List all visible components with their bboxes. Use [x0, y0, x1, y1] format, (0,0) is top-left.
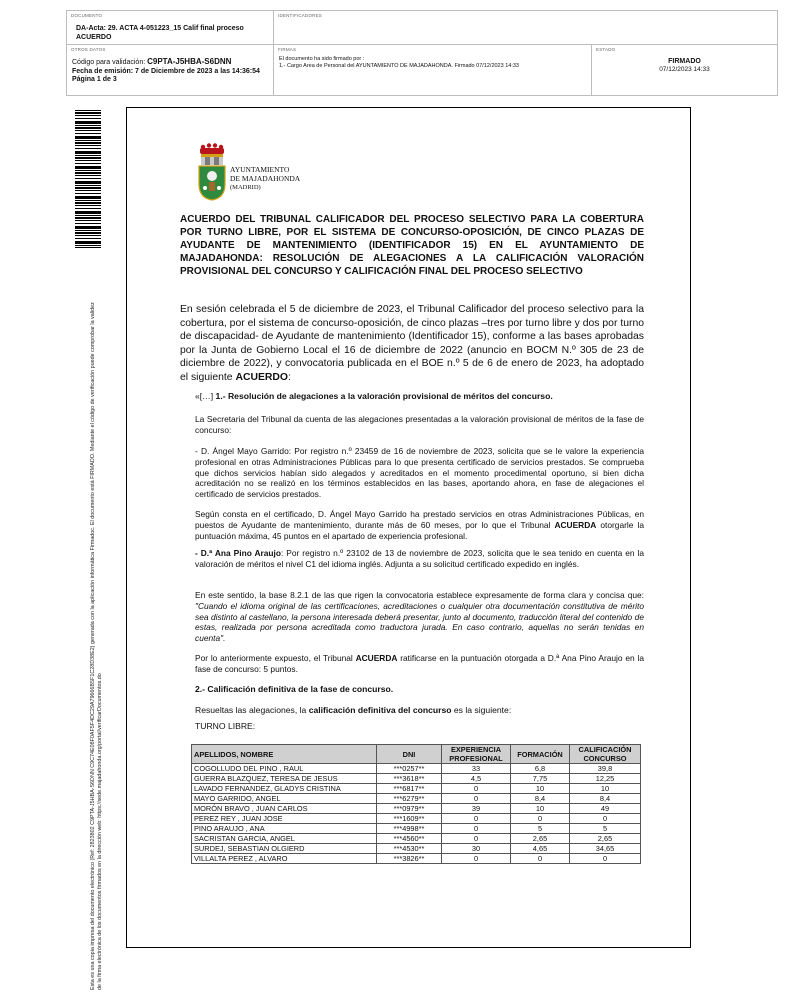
- table-cell: LAVADO FERNANDEZ, GLADYS CRISTINA: [192, 784, 377, 794]
- table-cell: 0: [442, 794, 511, 804]
- codigo-value: C9PTA-J5HBA-S6DNN: [147, 57, 232, 66]
- table-row: [192, 764, 641, 774]
- table-cell: 8,4: [511, 794, 570, 804]
- firmas-line1: El documento ha sido firmado por :: [279, 56, 365, 62]
- estado-label: ESTADO: [596, 47, 616, 52]
- col-header-formacion: FORMACIÓN: [511, 745, 570, 764]
- table-cell: ***6279**: [377, 794, 442, 804]
- pagina: Página 1 de 3: [72, 76, 117, 83]
- table-cell: ***1609**: [377, 814, 442, 824]
- table-row: [192, 834, 641, 844]
- table-cell: 0: [442, 814, 511, 824]
- table-cell: 10: [570, 784, 641, 794]
- table-cell: ***0979**: [377, 804, 442, 814]
- estado-value: FIRMADO: [668, 58, 701, 65]
- coat-of-arms-icon: [194, 142, 230, 202]
- firmas-line2: 1.- Cargo Area de Personal del AYUNTAMIENTO DE MAJADAHONDA. Firmado 07/12/2023 14:33: [279, 63, 519, 69]
- table-cell: 2,65: [511, 834, 570, 844]
- table-cell: 4,65: [511, 844, 570, 854]
- table-cell: VILLALTA PEREZ , ALVARO: [192, 854, 377, 864]
- table-row: [192, 784, 641, 794]
- table-row: [192, 824, 641, 834]
- table-cell: 0: [442, 854, 511, 864]
- table-cell: 0: [511, 814, 570, 824]
- section1-p2: - D. Ángel Mayo Garrido: Por registro n.º 23459 de 16 de noviembre de 2023, solicita que se le valore la experiencia profesional en otras Administraciones Públicas para lo que presenta certificado de servicios prestados. Se comprueba que dichos servicios habían sido alegados y acreditados en el momento procedimental oportuno, si bien dicha acreditación no se realizó en los términos establecidos en las bases, aportando ahora, en fase de alegaciones el certificado de servicios prestados.: [195, 446, 644, 500]
- barcode: [75, 110, 101, 248]
- table-cell: SURDEJ, SEBASTIAN OLGIERD: [192, 844, 377, 854]
- institution-name: AYUNTAMIENTO DE MAJADAHONDA (MADRID): [230, 165, 301, 191]
- col-header-nombre: APELLIDOS, NOMBRE: [192, 745, 377, 764]
- table-row: [192, 814, 641, 824]
- table-cell: ***0257**: [377, 764, 442, 774]
- table-cell: 10: [511, 784, 570, 794]
- table-row: [192, 844, 641, 854]
- table-cell: SACRISTAN GARCIA, ANGEL: [192, 834, 377, 844]
- section1-p3: Según consta en el certificado, D. Ángel Mayo Garrido ha prestado servicios en otras Administraciones Públicas, en puestos de Ayudante de mantenimiento, durante más de 60 meses, por lo que el Tribunal ACUERDA otorgarle la puntuación máxima, 45 puntos en el apartado de experiencia profesional.: [195, 509, 644, 541]
- section1-p5: En este sentido, la base 8.2.1 de las que rigen la convocatoria establece expresamente de forma clara y concisa que: "Cuando el idioma original de las certificaciones, acreditaciones o cualquier otra documentación constitutiva de mérito sea distinto al castellano, la persona interesada deberá presentar, junto al documento, traducción literal del contenido de estas, realizada por persona acreditada como traductora jurada. En caso contrario, aquellas no serán tenidas en cuenta".: [195, 590, 644, 644]
- documento-box: [66, 10, 274, 45]
- identificadores-label: IDENTIFICADORES: [278, 13, 323, 18]
- section1-p1: La Secretaria del Tribunal da cuenta de las alegaciones presentadas a la valoración provisional de méritos de la fase de concurso:: [195, 414, 644, 435]
- otros-datos-label: OTROS DATOS: [71, 47, 106, 52]
- table-row: [192, 774, 641, 784]
- table-cell: 10: [511, 804, 570, 814]
- table-cell: 5: [570, 824, 641, 834]
- table-cell: COGOLLUDO DEL PINO , RAUL: [192, 764, 377, 774]
- turno-libre-label: TURNO LIBRE:: [195, 721, 256, 731]
- documento-title: DA-Acta: 29. ACTA 4-051223_15 Calif final proceso ACUERDO: [76, 25, 244, 41]
- section1-p6: Por lo anteriormente expuesto, el Tribunal ACUERDA ratificarse en la puntuación otorgada a D.ª Ana Pino Araujo en la fase de concurso: 5 puntos.: [195, 653, 644, 674]
- table-cell: 7,75: [511, 774, 570, 784]
- table-cell: 0: [442, 824, 511, 834]
- intro-paragraph: En sesión celebrada el 5 de diciembre de 2023, el Tribunal Calificador del proceso selectivo para la cobertura, por el sistema de concurso-oposición, de cinco plazas –tres por turno libre y dos por turno de discapacidad- de Ayudante de mantenimiento (Identificador 15), conforme a las bases aprobadas por la Junta de Gobierno Local el 16 de diciembre de 2022 (anuncio en BOCM N.º 305 de 23 de diciembre de 2022), y convocatoria publicada en el BOE n.º 5 de 6 de enero de 2023, ha adoptado el siguiente ACUERDO:: [180, 304, 644, 383]
- table-cell: ***3826**: [377, 854, 442, 864]
- table-cell: 8,4: [570, 794, 641, 804]
- col-header-experiencia: EXPERIENCIA PROFESIONAL: [442, 745, 511, 764]
- estado-box: [591, 44, 778, 96]
- documento-label: DOCUMENTO: [71, 13, 103, 18]
- results-table: [191, 744, 641, 864]
- table-cell: ***4998**: [377, 824, 442, 834]
- fecha-emision: Fecha de emisión: 7 de Diciembre de 2023 a las 14:36:54: [72, 67, 260, 75]
- table-cell: 0: [511, 854, 570, 864]
- firmas-box: [273, 44, 592, 96]
- section1-heading: «[…] 1.- Resolución de alegaciones a la valoración provisional de méritos del concurso.: [195, 391, 553, 401]
- table-cell: 39,8: [570, 764, 641, 774]
- table-cell: 39: [442, 804, 511, 814]
- table-cell: 5: [511, 824, 570, 834]
- identificadores-box: [273, 10, 778, 45]
- table-cell: 0: [570, 814, 641, 824]
- table-cell: ***4560**: [377, 834, 442, 844]
- firmas-label: FIRMAS: [278, 47, 297, 52]
- table-cell: 4,5: [442, 774, 511, 784]
- table-cell: PINO ARAUJO , ANA: [192, 824, 377, 834]
- col-header-calificacion: CALIFICACIÓN CONCURSO: [570, 745, 641, 764]
- table-cell: 0: [442, 784, 511, 794]
- table-cell: PEREZ REY , JUAN JOSE: [192, 814, 377, 824]
- table-cell: 2,65: [570, 834, 641, 844]
- table-row: [192, 854, 641, 864]
- table-row: [192, 794, 641, 804]
- document-title: ACUERDO DEL TRIBUNAL CALIFICADOR DEL PROCESO SELECTIVO PARA LA COBERTURA POR TURNO LIBRE, POR EL SISTEMA DE CONCURSO-OPOSICIÓN, DE CINCO PLAZAS DE AYUDANTE DE MANTENIMIENTO (IDENTIFICADOR 15) EN EL AYUNTAMIENTO DE MAJADAHONDA: RESOLUCIÓN DE ALEGACIONES A LA CALIFICACIÓN VALORACIÓN PROVISIONAL DEL CONCURSO Y CALIFICACIÓN FINAL DEL PROCESO SELECTIVO: [180, 214, 644, 277]
- table-cell: 12,25: [570, 774, 641, 784]
- table-cell: ***4530**: [377, 844, 442, 854]
- table-cell: 0: [442, 834, 511, 844]
- section1-p4: - D.ª Ana Pino Araujo: Por registro n.º 23102 de 13 de noviembre de 2023, solicita que le sea tenido en cuenta en la valoración de méritos el nivel C1 del idioma inglés. Adjunta a su solicitud certificado expedido en inglés.: [195, 548, 644, 569]
- table-cell: MAYO GARRIDO, ANGEL: [192, 794, 377, 804]
- table-cell: 49: [570, 804, 641, 814]
- table-cell: GUERRA BLAZQUEZ, TERESA DE JESUS: [192, 774, 377, 784]
- col-header-dni: DNI: [377, 745, 442, 764]
- otros-datos-box: [66, 44, 274, 96]
- table-cell: 0: [570, 854, 641, 864]
- table-row: [192, 804, 641, 814]
- codigo-validacion: Código para validación: C9PTA-J5HBA-S6DNN: [72, 57, 232, 66]
- section2-heading: 2.- Calificación definitiva de la fase de concurso.: [195, 684, 394, 694]
- table-header-row: [192, 745, 641, 764]
- table-cell: 34,65: [570, 844, 641, 854]
- estado-fecha: 07/12/2023 14:33: [659, 66, 710, 73]
- table-cell: 30: [442, 844, 511, 854]
- section2-p1: Resueltas las alegaciones, la calificación definitiva del concurso es la siguiente:: [195, 705, 512, 715]
- table-cell: ***3618**: [377, 774, 442, 784]
- table-cell: ***6817**: [377, 784, 442, 794]
- table-cell: MORÓN BRAVO , JUAN CARLOS: [192, 804, 377, 814]
- table-cell: 6,8: [511, 764, 570, 774]
- table-cell: 33: [442, 764, 511, 774]
- verification-side-text: Esta es una copia impresa del documento electrónico (Ref: 2823802 C9PTA-J5HBA-S6DNN C9C74E08F0AF5F4DC29A79666B5F1C28D38E2) generada con la aplicación informática Firmadoc. El documento está FIRMADO. Mediante el código de verificación puede comprobar la validez de la firma electrónica de los documentos firmados en la dirección web: https://sede.majadahonda.org/portal/verificarDocumentos.do: [90, 302, 103, 990]
